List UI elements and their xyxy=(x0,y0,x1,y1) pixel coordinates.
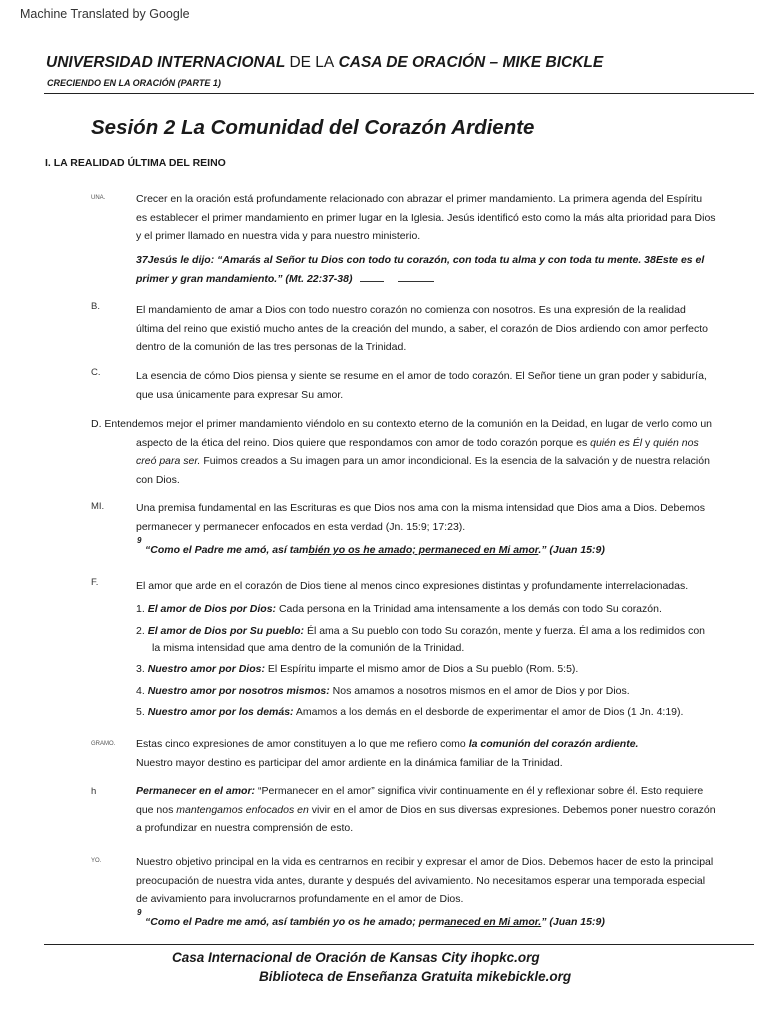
item-a-quote xyxy=(136,251,716,289)
item-g-label: GRAMO. xyxy=(91,741,116,747)
item-a-quote-text: 37Jesús le dijo: “Amarás al Señor tu Dios con todo tu corazón, con toda tu alma y con toda tu mente. 38Este es el primer y gran mandamiento.” (Mt. 22:37-38) xyxy=(136,254,705,285)
list-item-title: Nuestro amor por los demás: xyxy=(147,706,294,718)
list-item-number: 2. xyxy=(136,625,145,637)
item-d-line3 xyxy=(91,452,716,471)
footer-divider xyxy=(44,944,754,945)
item-e-quote-a: “Como el Padre me amó, así tam xyxy=(145,544,309,556)
item-i-text: Nuestro objetivo principal en la vida es centrarnos en recibir y expresar el amor de Dios. Debemos hacer de esto la principal preocupación de nuestra vida antes, durante y después del avivamiento. No necesitamos esperar una temporada especial de avivamiento para involucrarnos profundamente en el amor de Dios. xyxy=(136,856,714,905)
footnote-mark: 9 xyxy=(137,536,142,545)
item-h-line3: a profundizar en nuestra comprensión de esto. xyxy=(136,822,354,834)
item-b-text: El mandamiento de amar a Dios con todo nuestro corazón no comienza con nosotros. Es una expresión de la realidad última del reino que existió mucho antes de la creación del mundo, a saber, el corazón de Dios ardiendo con amor perfecto dentro de la comunión de las tres personas de la Trinidad. xyxy=(136,304,708,353)
item-d-line2 xyxy=(91,434,716,453)
footnote-mark: 9 xyxy=(137,908,142,917)
list-item-text: Él ama a Su pueblo con todo Su corazón, mente y fuerza. Él ama a los redimidos con xyxy=(306,625,706,637)
item-e-text: Una premisa fundamental en las Escrituras es que Dios nos ama con la misma intensidad que Dios ama a Dios. Debemos permanecer y permanecer enfocados en esta verdad (Jn. 15:9; 17:23). xyxy=(136,502,706,533)
list-item xyxy=(136,706,683,718)
item-f-text: El amor que arde en el corazón de Dios tiene al menos cinco expresiones distintas y profundamente interrelacionadas. xyxy=(136,580,689,592)
list-item-continuation: la misma intensidad que ama dentro de la comunión de la Trinidad. xyxy=(152,642,465,654)
item-h-title: Permanecer en el amor: xyxy=(136,785,256,797)
list-item-number: 3. xyxy=(136,663,145,675)
item-f-label: F. xyxy=(91,577,99,588)
item-g-text xyxy=(136,735,716,772)
item-d-line2-mid: y xyxy=(645,436,651,449)
section-heading: I. LA REALIDAD ÚLTIMA DEL REINO xyxy=(45,157,226,169)
item-d-emphasis: quién es Él xyxy=(590,436,643,449)
item-h-line2-pre: que nos xyxy=(136,803,174,816)
item-d-text xyxy=(91,415,716,489)
list-item-title: El amor de Dios por Su pueblo: xyxy=(147,625,305,637)
item-g-emphasis: la comunión del corazón ardiente. xyxy=(468,738,639,750)
item-d-emphasis: creó para ser. xyxy=(136,455,201,467)
item-d-line2-pre: aspecto de la ética del reino. Dios quiere que respondamos con amor de todo corazón porque es xyxy=(136,436,588,449)
love-expressions-list xyxy=(136,603,726,723)
item-b-label: B. xyxy=(91,301,100,312)
list-item xyxy=(136,685,630,697)
item-h-text xyxy=(136,782,716,838)
header-title-part1: UNIVERSIDAD INTERNACIONAL xyxy=(46,54,286,71)
list-item-number: 1. xyxy=(136,603,145,615)
item-e-quote-c: .” (Juan 15:9) xyxy=(538,544,605,556)
list-item-title: El amor de Dios por Dios: xyxy=(147,603,277,615)
item-d-line1: D. Entendemos mejor el primer mandamiento viéndolo en su contexto eterno de la comunión en la Deidad, en lugar de verlo como un xyxy=(91,418,713,430)
list-item-title: Nuestro amor por Dios: xyxy=(147,663,265,675)
list-item-text: Cada persona en la Trinidad ama intensamente a los demás con todo Su corazón. xyxy=(278,603,662,615)
item-a-text: Crecer en la oración está profundamente relacionado con abrazar el primer mandamiento. La primera agenda del Espíritu es establecer el primer mandamiento en primer lugar en la Iglesia. Jesús identificó esto como la más alta prioridad para Dios y el primer llamado en nuestra vida y para nuestro ministerio. xyxy=(136,193,716,242)
item-c-text: La esencia de cómo Dios piensa y siente se resume en el amor de todo corazón. El Señor tiene un gran poder y sabiduría, que usa únicamente para expresar Su amor. xyxy=(136,370,707,401)
list-item-title: Nuestro amor por nosotros mismos: xyxy=(147,685,330,697)
item-e-label: MI. xyxy=(91,501,105,512)
header-title-part2: DE LA xyxy=(289,54,335,71)
fill-blank xyxy=(360,281,384,282)
item-c-label: C. xyxy=(91,367,101,378)
item-i-quote xyxy=(145,916,605,928)
item-g-line2: Nuestro mayor destino es participar del amor ardiente en la dinámica familiar de la Trinidad. xyxy=(136,756,563,769)
list-item-text: Amamos a los demás en el desborde de experimentar el amor de Dios (1 Jn. 4:19). xyxy=(295,706,684,718)
item-a-label: UNA. xyxy=(91,195,106,201)
item-g-line1-pre: Estas cinco expresiones de amor constituyen a lo que me refiero como xyxy=(136,738,466,750)
fill-blank xyxy=(398,281,434,282)
list-item xyxy=(136,663,578,675)
item-i-label: YO. xyxy=(91,858,102,864)
item-e-quote-underlined: bién yo os he amado; permaneced en Mi amor xyxy=(308,544,539,556)
item-h-line2-post: vivir en el amor de Dios en sus diversas expresiones. Debemos poner nuestro corazón xyxy=(311,803,716,816)
machine-translated-banner: Machine Translated by Google xyxy=(20,7,190,21)
item-d-emphasis: quién nos xyxy=(653,436,699,449)
session-title: Sesión 2 La Comunidad del Corazón Ardiente xyxy=(91,116,535,139)
header-title-part3: CASA DE ORACIÓN – MIKE BICKLE xyxy=(338,54,604,71)
item-d-line4: con Dios. xyxy=(136,473,180,486)
item-i-quote-c: ” (Juan 15:9) xyxy=(541,916,605,928)
list-item-text: El Espíritu imparte el mismo amor de Dios a Su pueblo (Rom. 5:5). xyxy=(267,663,579,675)
header-divider xyxy=(44,93,754,94)
list-item xyxy=(136,603,662,615)
item-i-quote-a: “Como el Padre me amó, así también yo os he amado; perm xyxy=(145,916,445,928)
document-header-subtitle: CRECIENDO EN LA ORACIÓN (PARTE 1) xyxy=(47,78,221,88)
item-h-emphasis: mantengamos enfocados en xyxy=(176,803,309,816)
list-item-number: 4. xyxy=(136,685,145,697)
item-i-quote-underlined: aneced en Mi amor. xyxy=(444,916,542,928)
item-e-quote xyxy=(145,544,605,556)
list-item xyxy=(136,625,705,654)
footer-line2: Biblioteca de Enseñanza Gratuita mikebickle.org xyxy=(259,969,572,984)
item-d-line3-post: Fuimos creados a Su imagen para un amor incondicional. Es la esencia de la salvación y de nuestra relación xyxy=(203,455,710,467)
document-header-title xyxy=(46,54,603,72)
item-h-label: h xyxy=(91,786,97,797)
list-item-text: Nos amamos a nosotros mismos en el amor de Dios y por Dios. xyxy=(332,685,630,697)
footer-line1: Casa Internacional de Oración de Kansas City ihopkc.org xyxy=(172,950,540,965)
item-h-line1: “Permanecer en el amor” significa vivir continuamente en él y reflexionar sobre él. Esto requiere xyxy=(257,785,704,797)
list-item-number: 5. xyxy=(136,706,145,718)
